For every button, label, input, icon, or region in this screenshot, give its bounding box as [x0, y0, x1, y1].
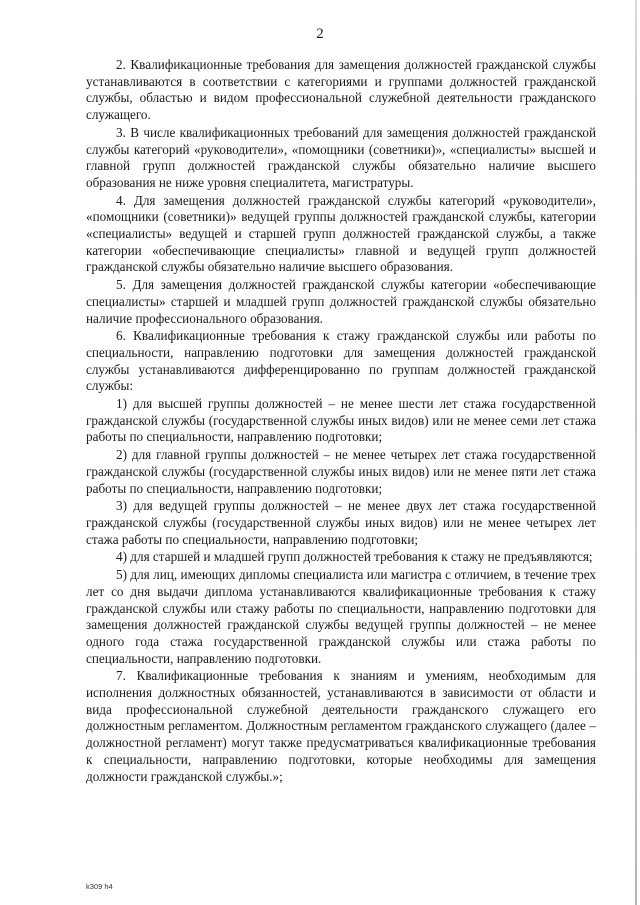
paragraph-subitem-1: 1) для высшей группы должностей – не менее шести лет стажа государственной гражданской службы (государственной службы иных видов) или не менее семи лет стажа работы по специальности, направлению подготовки; — [86, 396, 596, 445]
paragraph-item-2: 2. Квалификационные требования для замещения должностей гражданской службы устанавливаются в соответствии с категориями и группами должностей гражданской службы, областью и видом профессиональной служебной деятельности гражданского служащего. — [86, 57, 596, 123]
document-body — [86, 57, 596, 786]
paragraph-item-7: 7. Квалификационные требования к знаниям и умениям, необходимым для исполнения должностных обязанностей, устанавливаются в зависимости от области и вида профессиональной служебной деятельности гражданского служащего его должностным регламентом. Должностным регламентом гражданского служащего (далее – должностной регламент) могут также предусматриваться квалификационные требования к специальности, направлению подготовки, которые необходимы для замещения должности гражданской службы.»; — [86, 668, 596, 784]
paragraph-item-6: 6. Квалификационные требования к стажу гражданской службы или работы по специальности, направлению подготовки для замещения должностей гражданской службы устанавливаются дифференцированно по группам должностей гражданской службы: — [86, 328, 596, 394]
paragraph-item-3: 3. В числе квалификационных требований для замещения должностей гражданской службы категорий «руководители», «помощники (советники)», «специалисты» высшей и главной групп должностей гражданской службы обязательно наличие высшего образования не ниже уровня специалитета, магистратуры. — [86, 124, 596, 190]
page-number: 2 — [316, 26, 324, 42]
footer-code: k309 h4 — [86, 882, 113, 891]
scan-edge-shadow — [635, 0, 637, 905]
paragraph-item-4: 4. Для замещения должностей гражданской службы категорий «руководители», «помощники (советники)» ведущей группы должностей гражданской службы, категории «специалисты» ведущей и старшей групп должностей гражданской службы, а также категории «обеспечивающие специалисты» главной и ведущей групп должностей гражданской службы обязательно наличие высшего образования. — [86, 192, 596, 275]
paragraph-subitem-5: 5) для лиц, имеющих дипломы специалиста или магистра с отличием, в течение трех лет со дня выдачи диплома устанавливаются квалификационные требования к стажу гражданской службы или стажу работы по специальности, направлению подготовки для замещения должностей гражданской службы ведущей группы должностей – не менее одного года стажа государственной гражданской службы или стажа работы по специальности, направлению подготовки. — [86, 567, 596, 666]
paragraph-subitem-3: 3) для ведущей группы должностей – не менее двух лет стажа государственной гражданской службы (государственной службы иных видов) или не менее четырех лет стажа работы по специальности, направлению подготовки; — [86, 498, 596, 547]
paragraph-subitem-4: 4) для старшей и младшей групп должностей требования к стажу не предъявляются; — [116, 549, 593, 565]
paragraph-item-5: 5. Для замещения должностей гражданской службы категории «обеспечивающие специалисты» старшей и младшей групп должностей гражданской службы обязательно наличие профессионального образования. — [86, 277, 596, 326]
paragraph-subitem-2: 2) для главной группы должностей – не менее четырех лет стажа государственной гражданской службы (государственной службы иных видов) или не менее пяти лет стажа работы по специальности, направлению подготовки; — [86, 447, 596, 496]
